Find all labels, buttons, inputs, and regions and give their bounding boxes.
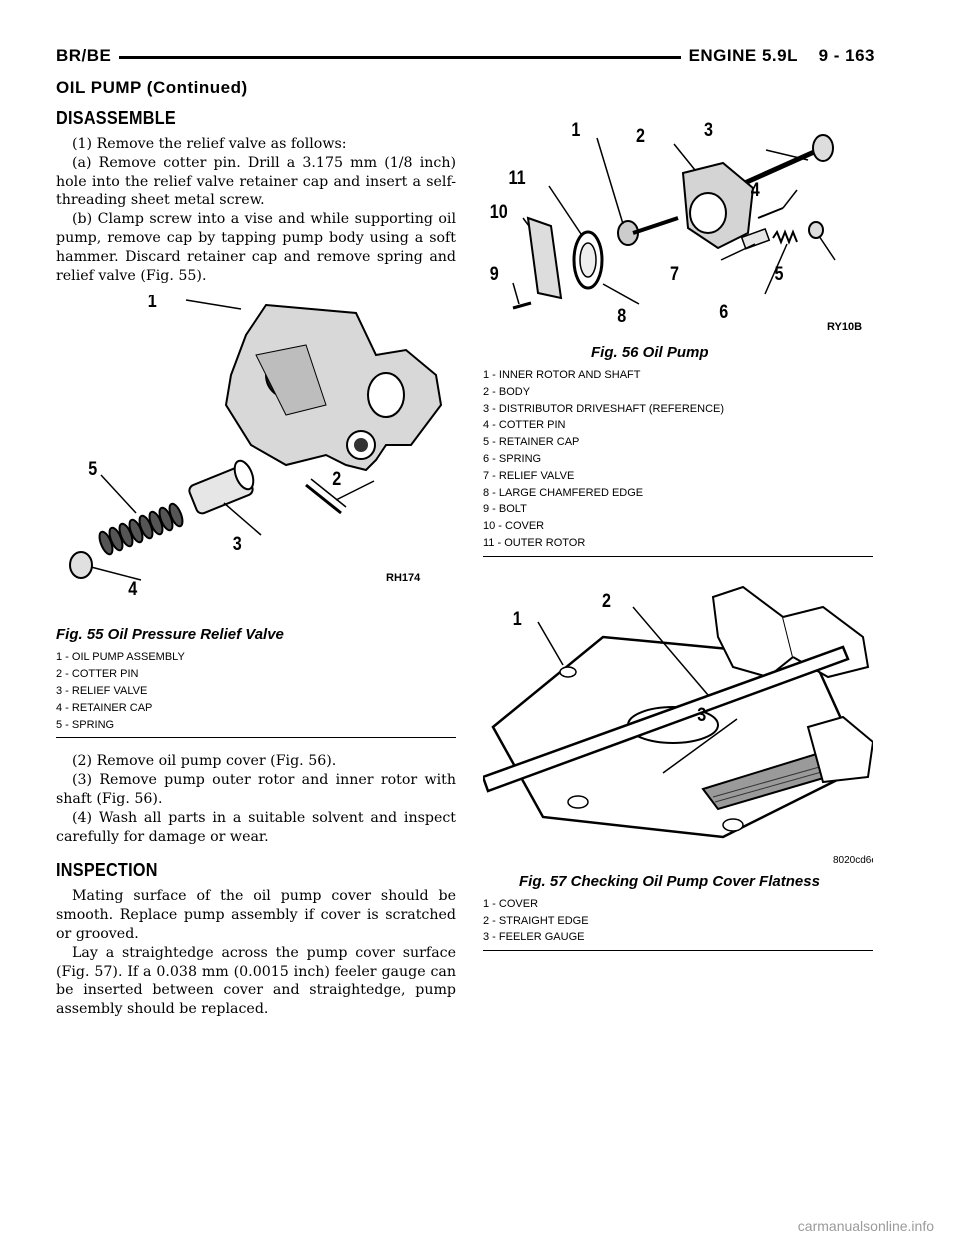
fig55-legend-item: 5 - SPRING [56,718,115,731]
disassemble-heading: DISASSEMBLE [56,108,176,128]
fig56-callout-10: 10 [489,200,508,223]
figure-56 [483,108,873,557]
fig56-legend-item: 5 - RETAINER CAP [483,436,580,449]
fig57-legend-item: 2 - STRAIGHT EDGE [483,914,589,927]
fig55-callout-1: 1 [147,295,157,312]
fig55-caption: Fig. 55 Oil Pressure Relief Valve [56,626,284,644]
fig56-callout-2: 2 [636,124,645,147]
fig56-callout-4: 4 [750,178,760,201]
fig55-callout-3: 3 [232,533,242,555]
fig57-callout-2: 2 [602,589,611,612]
fig56-callout-9: 9 [489,262,499,285]
step-4: (4) Wash all parts in a suitable solvent and inspect carefully for damage or wear. [56,809,456,845]
fig56-callout-6: 6 [719,300,729,323]
fig56-callout-3: 3 [704,118,713,141]
fig57-legend-item: 1 - COVER [483,897,539,910]
fig56-code: RY10B [827,321,863,333]
fig56-callout-8: 8 [617,304,627,327]
fig56-legend-item: 7 - RELIEF VALVE [483,469,575,482]
fig56-legend-item: 2 - BODY [483,385,531,398]
cover-flatness-illustration [483,577,873,869]
step-1b: (b) Clamp screw into a vise and while supporting oil pump, remove cap by tapping pump body using a soft hammer. Discard retainer cap and remove spring and relief valve (Fig. 55). [56,211,456,284]
fig55-legend [56,649,456,733]
fig56-rule [483,556,873,557]
figure-55 [56,295,456,738]
fig55-legend-item: 1 - OIL PUMP ASSEMBLY [56,651,185,664]
fig56-legend-item: 10 - COVER [483,520,545,533]
oil-pump-exploded-illustration [483,108,873,340]
step-1: (1) Remove the relief valve as follows: [72,136,347,152]
fig55-callout-5: 5 [88,458,98,480]
inspection-p1: Mating surface of the oil pump cover should be smooth. Replace pump assembly if cover is scratched or grooved. [56,888,456,942]
fig57-callout-1: 1 [512,607,522,630]
relief-valve-illustration [56,295,456,620]
fig56-callout-5: 5 [774,262,784,285]
fig57-code: 8020cd6e [833,854,873,866]
fig56-legend-item: 11 - OUTER ROTOR [483,536,586,549]
fig56-caption: Fig. 56 Oil Pump [591,344,709,361]
fig56-legend-item: 1 - INNER ROTOR AND SHAFT [483,369,641,381]
fig56-legend-item: 9 - BOLT [483,503,527,516]
fig57-legend [483,896,873,946]
fig56-legend-item: 3 - DISTRIBUTOR DRIVESHAFT (REFERENCE) [483,402,725,415]
left-column [56,108,456,1019]
section-continued-title: OIL PUMP (Continued) [56,78,248,97]
fig57-callout-3: 3 [697,703,707,726]
fig56-callout-7: 7 [670,262,679,285]
step-2: (2) Remove oil pump cover (Fig. 56). [72,753,337,770]
header-left: BR/BE [56,46,119,66]
page-header [56,46,875,74]
fig55-rule [56,737,456,738]
step-3: (3) Remove pump outer rotor and inner rotor with shaft (Fig. 56). [56,772,456,807]
fig56-legend-item: 4 - COTTER PIN [483,419,566,432]
fig56-legend-item: 8 - LARGE CHAMFERED EDGE [483,486,644,499]
fig56-callout-11: 11 [508,166,526,189]
watermark: carmanualsonline.info [797,1218,934,1234]
fig55-legend-item: 2 - COTTER PIN [56,668,139,681]
inspection-p2: Lay a straightedge across the pump cover surface (Fig. 57). If a 0.038 mm (0.0015 inch) feeler gauge can be inserted between cover and straightedge, pump assembly should be replaced. [56,944,456,1018]
fig56-legend-item: 6 - SPRING [483,452,542,465]
fig57-rule [483,950,873,951]
right-column [483,108,873,951]
fig55-callout-2: 2 [332,468,342,490]
fig55-legend-item: 4 - RETAINER CAP [56,701,153,714]
fig55-code: RH174 [386,572,421,585]
fig57-caption: Fig. 57 Checking Oil Pump Cover Flatness [519,872,820,890]
spring-illustration [97,502,185,556]
header-right: ENGINE 5.9L 9 - 163 [681,46,875,66]
fig56-callout-1: 1 [571,118,581,141]
figure-57 [483,577,873,951]
fig55-legend-item: 3 - RELIEF VALVE [56,684,148,697]
fig55-callout-4: 4 [128,578,138,600]
step-1a: (a) Remove cotter pin. Drill a 3.175 mm (1/8 inch) hole into the relief valve retainer cap and insert a self-threading sheet metal screw. [56,154,456,209]
fig56-legend [483,367,873,552]
inspection-heading: INSPECTION [56,860,158,881]
fig57-legend-item: 3 - FEELER GAUGE [483,931,585,944]
